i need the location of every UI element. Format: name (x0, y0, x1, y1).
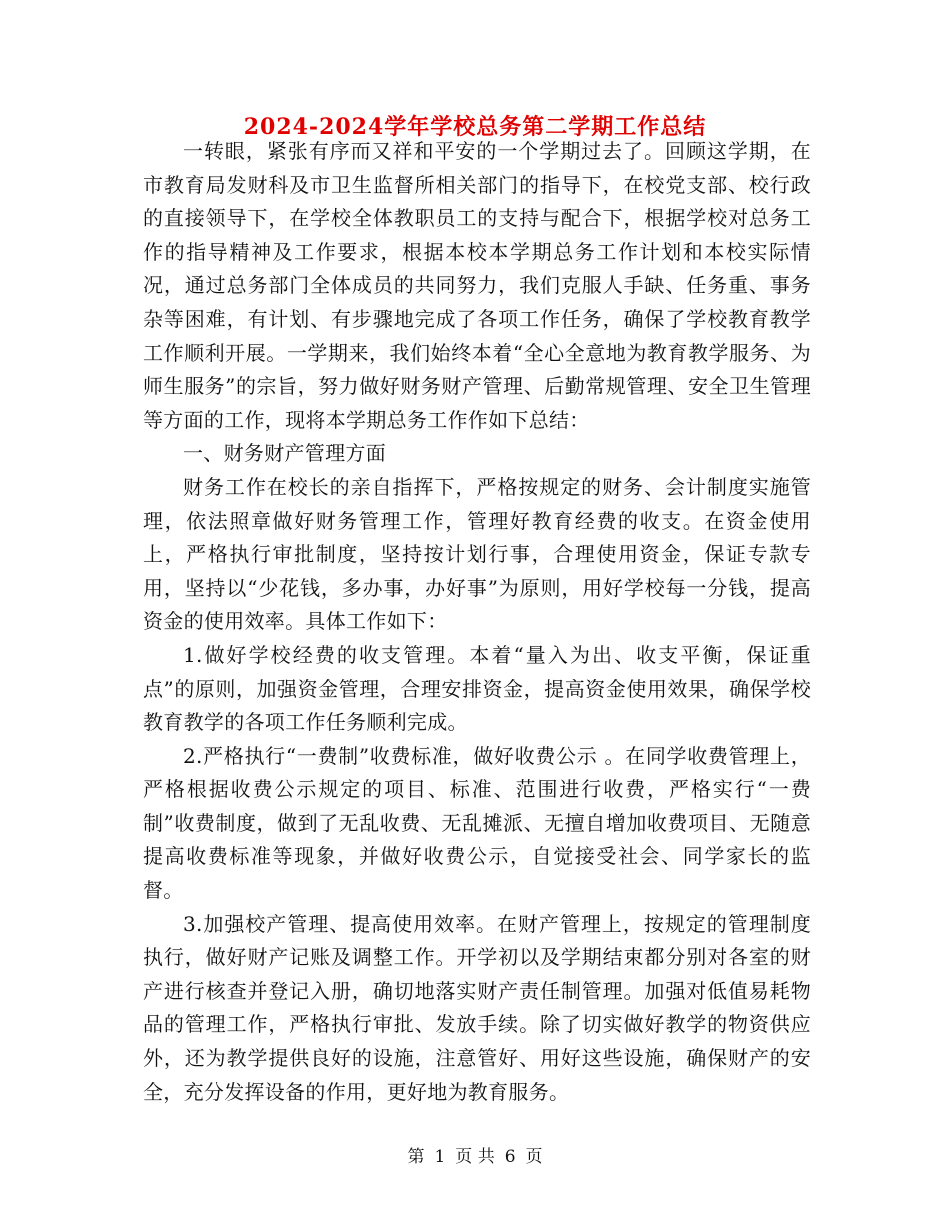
paragraph-item-2: 2.严格执行“一费制”收费标准，做好收费公示 。在同学收费管理上，严格根据收费公示规定的项目、标准、范围进行收费，严格实行“一费制”收费制度，做到了无乱收费、无乱摊派、无擅自增加收费项目、无随意提高收费标准等现象，并做好收费公示，自觉接受社会、同学家长的监督。 (143, 743, 811, 903)
paragraph-intro: 一转眼，紧张有序而又祥和平安的一个学期过去了。回顾这学期，在市教育局发财科及市卫生监督所相关部门的指导下，在校党支部、校行政的直接领导下，在学校全体教职员工的支持与配合下，根据学校对总务工作的指导精神及工作要求，根据本校本学期总务工作计划和本校实际情况，通过总务部门全体成员的共同努力，我们克服人手缺、任务重、事务杂等困难，有计划、有步骤地完成了各项工作任务，确保了学校教育教学工作顺利开展。一学期来，我们始终本着“全心全意地为教育教学服务、为师生服务”的宗旨，努力做好财务财产管理、后勤常规管理、安全卫生管理等方面的工作，现将本学期总务工作作如下总结： (143, 139, 811, 432)
paragraph-finance: 财务工作在校长的亲自指挥下，严格按规定的财务、会计制度实施管理，依法照章做好财务管理工作，管理好教育经费的收支。在资金使用上，严格执行审批制度，坚持按计划行事，合理使用资金，保证专款专用，坚持以“少花钱，多办事，办好事”为原则，用好学校每一分钱，提高资金的使用效率。具体工作如下： (143, 474, 811, 634)
section-heading: 一、财务财产管理方面 (183, 441, 386, 466)
document-title: 2024-2024学年学校总务第二学期工作总结 (243, 114, 707, 140)
document-body (143, 135, 811, 1109)
footer-suffix: 页 (525, 1147, 543, 1167)
paragraph-item-3: 3.加强校产管理、提高使用效率。在财产管理上，按规定的管理制度执行，做好财产记账及调整工作。开学初以及学期结束都分别对各室的财产进行核查并登记入册，确切地落实财产责任制管理。加强对低值易耗物品的管理工作，严格执行审批、发放手续。除了切实做好教学的物资供应外，还为教学提供良好的设施，注意管好、用好这些设施，确保财产的安全，充分发挥设备的作用，更好地为教育服务。 (143, 911, 811, 1104)
footer-prefix: 第 (407, 1147, 425, 1167)
footer-page-number: 1 (434, 1147, 446, 1167)
page-footer (0, 1145, 950, 1169)
footer-total-pages: 6 (504, 1147, 516, 1167)
footer-mid: 页 共 (455, 1147, 495, 1167)
paragraph-item-1: 1.做好学校经费的收支管理。本着“量入为出、收支平衡，保证重点”的原则，加强资金管理，合理安排资金，提高资金使用效果，确保学校教育教学的各项工作任务顺利完成。 (143, 642, 811, 735)
